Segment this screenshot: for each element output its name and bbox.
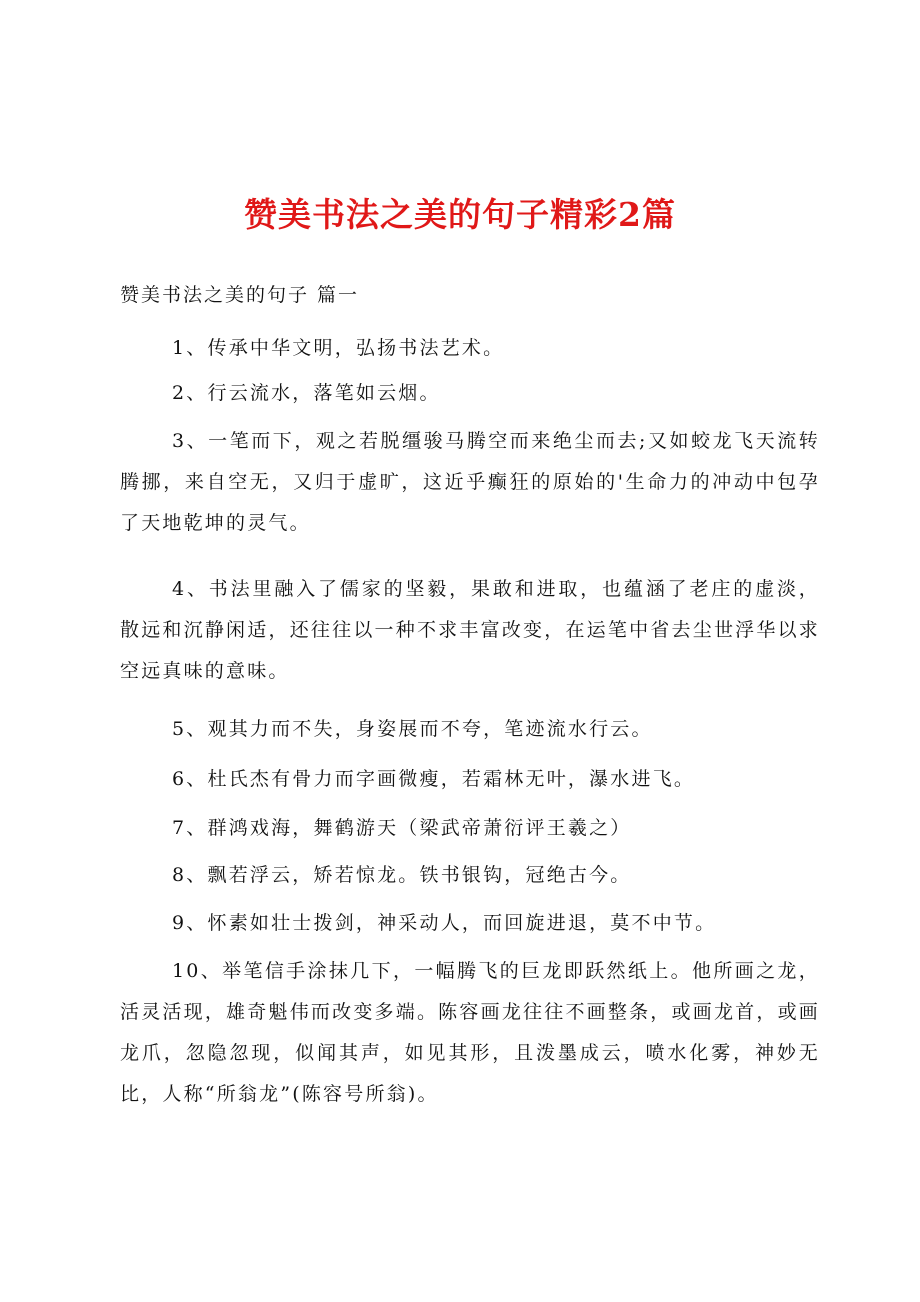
paragraph-5: 5、观其力而不失，身姿展而不夸，笔迹流水行云。 [172,718,653,740]
paragraph-1: 1、传承中华文明，弘扬书法艺术。 [172,337,505,359]
section-heading: 赞美书法之美的句子 篇一 [120,284,360,306]
paragraph-2: 2、行云流水，落笔如云烟。 [172,382,441,404]
paragraph-10: 10、举笔信手涂抹几下，一幅腾飞的巨龙即跃然纸上。他所画之龙，活灵活现，雄奇魁伟而改变多端。陈容画龙往往不画整条，或画龙首，或画龙爪，忽隐忽现，似闻其声，如见其形，且泼墨成云，喷水化雾，神妙无比，人称“所翁龙”(陈容号所翁)。 [120,960,820,1105]
paragraph-6: 6、杜氏杰有骨力而字画微瘦，若霜林无叶，瀑水进飞。 [172,768,696,790]
paragraph-8: 8、飘若浮云，矫若惊龙。铁书银钩，冠绝古今。 [172,864,632,886]
paragraph-4: 4、书法里融入了儒家的坚毅，果敢和进取，也蕴涵了老庄的虚淡，散远和沉静闲适，还往往以一种不求丰富改变，在运笔中省去尘世浮华以求空远真味的意味。 [120,578,820,682]
paragraph-9: 9、怀素如壮士拨剑，神采动人，而回旋进退，莫不中节。 [172,912,717,934]
paragraph-3: 3、一笔而下，观之若脱缰骏马腾空而来绝尘而去;又如蛟龙飞天流转腾挪，来自空无，又归于虚旷，这近乎癫狂的原始的'生命力的冲动中包孕了天地乾坤的灵气。 [120,430,820,534]
paragraph-7: 7、群鸿戏海，舞鹤游天（梁武帝萧衍评王羲之） [172,817,632,839]
document-title: 赞美书法之美的句子精彩2篇 [244,195,676,234]
